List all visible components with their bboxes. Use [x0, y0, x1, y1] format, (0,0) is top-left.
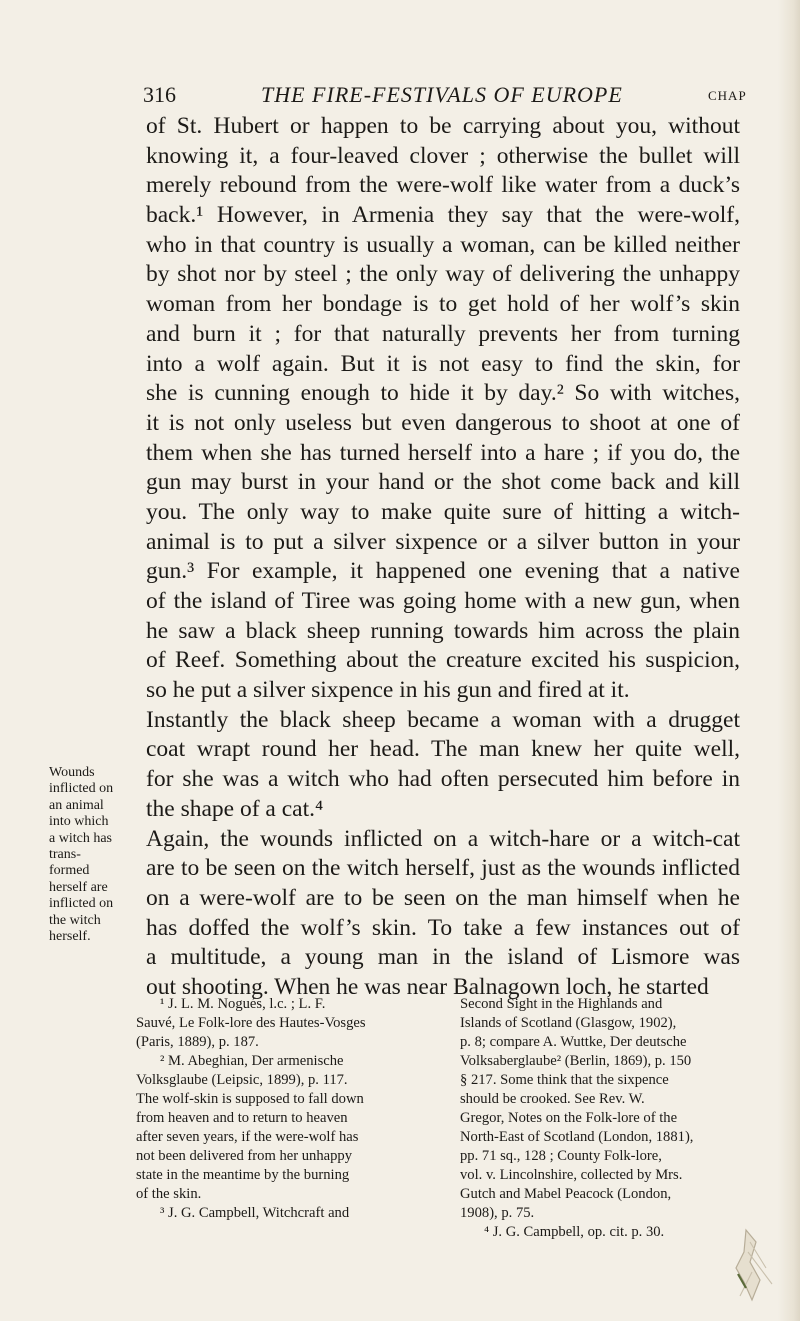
body-line: Again, the wounds inflicted on a witch-hare or a witch-cat — [146, 825, 740, 852]
body-line: she is cunning enough to hide it by day.² So with witches, — [146, 380, 740, 407]
chapter-marker: CHAP — [708, 88, 747, 103]
footnote-line: not been delivered from her unhappy — [136, 1148, 352, 1164]
page-edge-shadow — [778, 0, 800, 1321]
body-line: Instantly the black sheep became a woman with a drugget — [146, 706, 740, 733]
footnote-line: from heaven and to return to heaven — [136, 1110, 348, 1126]
body-line: are to be seen on the witch herself, just as the wounds inflicted — [146, 855, 740, 882]
body-line: of St. Hubert or happen to be carrying about you, without — [146, 113, 740, 139]
footnote-line: § 217. Some think that the sixpence — [460, 1072, 669, 1088]
page-corner-mark-icon — [716, 1222, 778, 1304]
running-title: THE FIRE-FESTIVALS OF EUROPE — [261, 82, 623, 107]
sidenote-line: into which — [49, 814, 109, 830]
body-line: the shape of a cat.⁴ — [146, 795, 324, 822]
footnote-line: of the skin. — [136, 1186, 202, 1202]
footnotes-left-column — [136, 995, 446, 1223]
body-line: of Reef. Something about the creature excited his suspicion, — [146, 647, 740, 674]
sidenote-line: the witch — [49, 912, 101, 928]
body-line: by shot nor by steel ; the only way of delivering the unhappy — [146, 261, 740, 288]
body-line: merely rebound from the were-wolf like water from a duck’s — [146, 172, 740, 199]
footnote-line: Gutch and Mabel Peacock (London, — [460, 1186, 672, 1202]
body-line: coat wrapt round her head. The man knew her quite well, — [146, 736, 740, 763]
footnote-line: Volksglaube (Leipsic, 1899), p. 117. — [136, 1072, 348, 1088]
footnote-line: Sauvé, Le Folk-lore des Hautes-Vosges — [136, 1015, 366, 1031]
sidenote-line: trans- — [49, 847, 81, 863]
body-line: them when she has turned herself into a hare ; if you do, the — [146, 439, 740, 466]
body-line: who in that country is usually a woman, can be killed neither — [146, 231, 740, 258]
footnote-line: 1908), p. 75. — [460, 1205, 535, 1221]
footnote-line: ¹ J. L. M. Nogués, l.c. ; L. F. — [160, 996, 326, 1012]
sidenote-line: an animal — [49, 797, 104, 813]
body-line: for she was a witch who had often persecuted him before in — [146, 766, 740, 793]
body-text — [146, 112, 740, 1003]
footnote-line: (Paris, 1889), p. 187. — [136, 1034, 259, 1050]
sidenote-line: formed — [49, 863, 90, 879]
body-line: and burn it ; for that naturally prevents her from turning — [146, 320, 740, 347]
body-line: into a wolf again. But it is not easy to find the skin, for — [146, 350, 740, 377]
sidenote-line: inflicted on — [49, 896, 114, 912]
footnote-line: should be crooked. See Rev. W. — [460, 1091, 645, 1107]
footnote-line: ⁴ J. G. Campbell, op. cit. p. 30. — [484, 1224, 665, 1240]
footnote-line: Gregor, Notes on the Folk-lore of the — [460, 1110, 678, 1126]
body-line: on a were-wolf are to be seen on the man himself when he — [146, 884, 740, 911]
body-line: gun may burst in your hand or the shot come back and kill — [146, 469, 740, 496]
body-line: he saw a black sheep running towards him across the plain — [146, 617, 740, 644]
footnote-line: North-East of Scotland (London, 1881), — [460, 1129, 694, 1145]
footnote-line: vol. v. Lincolnshire, collected by Mrs. — [460, 1167, 683, 1183]
page-number: 316 — [143, 82, 176, 107]
body-line: it is not only useless but even dangerous to shoot at one of — [146, 409, 740, 436]
footnote-line: ³ J. G. Campbell, Witchcraft and — [160, 1205, 350, 1221]
sidenote-line: herself are — [49, 879, 108, 895]
body-line: a multitude, a young man in the island of Lismore was — [146, 944, 740, 971]
footnotes-right-column — [460, 995, 760, 1242]
footnote-line: state in the meantime by the burning — [136, 1167, 350, 1183]
body-line: knowing it, a four-leaved clover ; otherwise the bullet will — [146, 142, 740, 169]
sidenote-line: a witch has — [49, 830, 112, 846]
body-line: so he put a silver sixpence in his gun and fired at it. — [146, 677, 630, 704]
footnote-line: Volksaberglaube² (Berlin, 1869), p. 150 — [460, 1053, 692, 1069]
footnote-line: p. 8; compare A. Wuttke, Der deutsche — [460, 1034, 687, 1050]
body-line: animal is to put a silver sixpence or a silver button in your — [146, 528, 740, 555]
sidenote-line: herself. — [49, 929, 91, 945]
sidenote-line: Wounds — [49, 765, 95, 780]
sidenote-line: inflicted on — [49, 781, 114, 797]
footnote-line: Islands of Scotland (Glasgow, 1902), — [460, 1015, 677, 1031]
body-line: has doffed the wolf’s skin. To take a few instances out of — [146, 914, 740, 941]
body-line: gun.³ For example, it happened one evening that a native — [146, 558, 740, 585]
marginal-sidenote — [49, 765, 144, 945]
body-line: out shooting. When he was near Balnagown loch, he started — [146, 973, 709, 1000]
footnote-line: ² M. Abeghian, Der armenische — [160, 1053, 344, 1069]
body-line: of the island of Tiree was going home with a new gun, when — [146, 588, 740, 614]
footnote-line: pp. 71 sq., 128 ; County Folk-lore, — [460, 1148, 662, 1164]
running-head — [143, 82, 747, 112]
footnote-line: after seven years, if the were-wolf has — [136, 1129, 359, 1145]
body-line: back.¹ However, in Armenia they say that the were-wolf, — [146, 202, 740, 229]
body-line: you. The only way to make quite sure of hitting a witch- — [146, 498, 740, 525]
body-line: woman from her bondage is to get hold of her wolf’s skin — [146, 291, 740, 318]
footnote-line: Second Sight in the Highlands and — [460, 996, 663, 1012]
footnote-line: The wolf-skin is supposed to fall down — [136, 1091, 364, 1107]
